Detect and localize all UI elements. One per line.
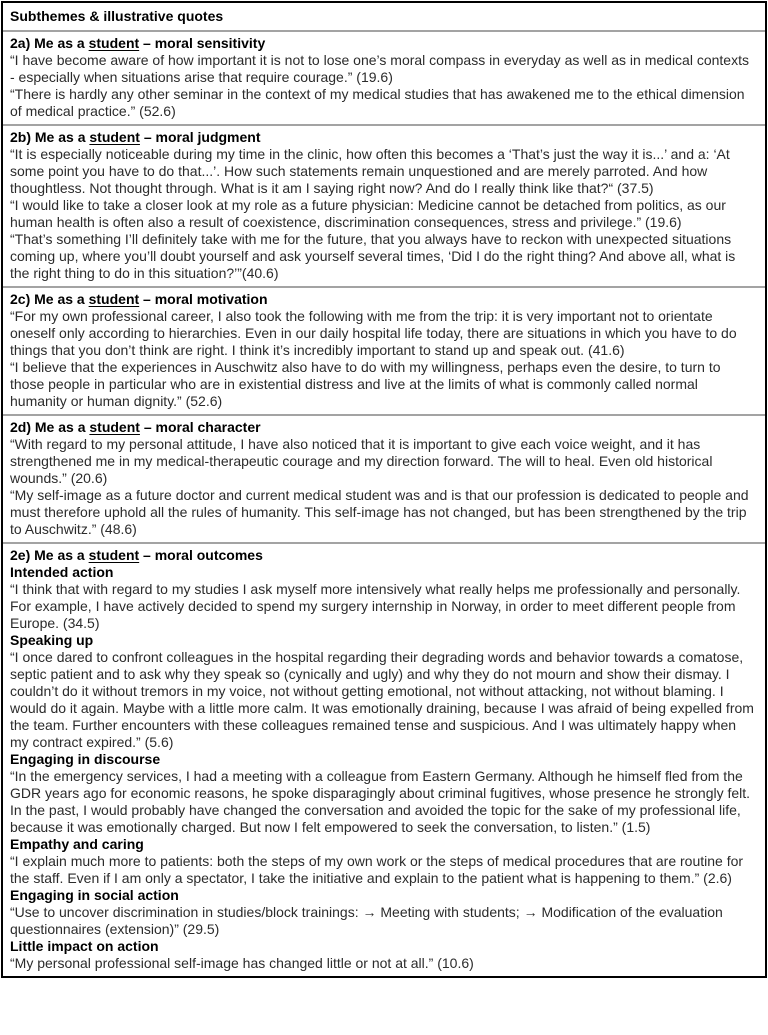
subtheme-header-suffix: – moral judgment xyxy=(139,129,261,145)
subtheme-header-underlined-word: student xyxy=(89,419,140,435)
outcome-subheading: Empathy and caring xyxy=(10,836,144,852)
subtheme-header-prefix: 2c) Me as a xyxy=(10,291,89,307)
table-title-row xyxy=(3,3,765,32)
quote-paragraph: “I once dared to confront colleagues in the hospital regarding their degrading words and behavior towards a comatose, septic patient and to ask why they speak so (cynically and ugly) and why they do not mourn and show their dismay. I couldn’t do it without tremors in my voice, not without getting emotional, not without attacking, not without blaming. I would do it again. Maybe with a little more calm. It was emotionally draining, because I was afraid of being expelled from the team. Further encounters with these colleagues remained tense and suspicious. And I was ultimately happy when my contract expired.” (5.6) xyxy=(10,649,754,750)
subtheme-header-underlined-word: student xyxy=(88,547,140,563)
quote-paragraph: “I think that with regard to my studies I ask myself more intensively what really helps me professionally and personally. For example, I have actively decided to spend my surgery internship in Norway, in order to meet different people from Europe. (34.5) xyxy=(10,581,741,631)
subtheme-header-prefix: 2b) Me as a xyxy=(10,129,90,145)
outcome-subheading: Speaking up xyxy=(10,632,94,648)
quote-paragraph: “I explain much more to patients: both the steps of my own work or the steps of medical procedures that are routine for the staff. Even if I am only a spectator, I take the initiative and explain to the patient what is happening to them.” (2.6) xyxy=(10,853,744,886)
subtheme-header-underlined-word: student xyxy=(89,129,140,145)
subtheme-header-underlined-word: student xyxy=(88,35,140,51)
table-title: Subthemes & illustrative quotes xyxy=(10,8,224,24)
outcome-subheading: Engaging in discourse xyxy=(10,751,161,767)
subtheme-header-underlined-word: student xyxy=(88,291,140,307)
subtheme-header-suffix: – moral sensitivity xyxy=(139,35,266,51)
quote-paragraph: “For my own professional career, I also took the following with me from the trip: it is very important not to orientate oneself only according to hierarchies. Even in our daily hospital life today, there are situations in which you have to do things that you don’t think are right. I think it’s incredibly important to stand up and speak out. (41.6) xyxy=(10,308,737,358)
subtheme-section xyxy=(3,542,765,976)
table-body xyxy=(3,32,765,976)
subtheme-section xyxy=(3,32,765,124)
quote-paragraph: “That’s something I’ll definitely take with me for the future, that you always have to reckon with unexpected situations coming up, where you’ll doubt yourself and ask yourself several times, ‘Did I do the right thing? And above all, what is the right thing to do in this situation?’”(40.6) xyxy=(10,231,736,281)
quote-paragraph: “I believe that the experiences in Auschwitz also have to do with my willingness, perhaps even the desire, to turn to those people in particular who are in existential distress and live at the limits of what is commonly called normal humanity or human dignity.” (52.6) xyxy=(10,359,721,409)
outcome-subheading: Engaging in social action xyxy=(10,887,179,903)
quote-paragraph: “My personal professional self-image has changed little or not at all.” (10.6) xyxy=(10,955,474,971)
subtheme-header xyxy=(10,418,757,436)
subtheme-header-prefix: 2d) Me as a xyxy=(10,419,90,435)
quote-paragraph: “It is especially noticeable during my time in the clinic, how often this becomes a ‘That’s just the way it is...’ and a: ‘At some point you have to do that...’. How such statements remain unquestioned and are merely parroted. And how thoughtless. Not thought through. What is it am I saying right now? And do I really think like that?“ (37.5) xyxy=(10,146,730,196)
subtheme-header-suffix: – moral outcomes xyxy=(139,547,263,563)
subtheme-section xyxy=(3,286,765,414)
subtheme-header xyxy=(10,546,757,564)
subtheme-section xyxy=(3,124,765,286)
subtheme-header-suffix: – moral motivation xyxy=(139,291,268,307)
outcome-subheading: Intended action xyxy=(10,564,114,580)
subtheme-header xyxy=(10,290,757,308)
subtheme-header-prefix: 2a) Me as a xyxy=(10,35,89,51)
quote-paragraph: “Use to uncover discrimination in studies/block trainings: → Meeting with students; → Modification of the evaluation questionnaires (extension)” (29.5) xyxy=(10,904,723,937)
quote-paragraph: “I have become aware of how important it is not to lose one’s moral compass in everyday as well as in medical contexts - especially when situations arise that require courage.” (19.6) xyxy=(10,52,749,85)
subtheme-section xyxy=(3,414,765,542)
quote-paragraph: “With regard to my personal attitude, I have also noticed that it is important to give each voice weight, and it has strengthened me in my medical-therapeutic courage and my direction forward. The will to heal. Even old historical wounds.” (20.6) xyxy=(10,436,713,486)
quote-paragraph: “There is hardly any other seminar in the context of my medical studies that has awakened me to the ethical dimension of medical practice.” (52.6) xyxy=(10,86,745,119)
subthemes-table xyxy=(1,1,767,978)
quote-paragraph: “I would like to take a closer look at my role as a future physician: Medicine cannot be detached from politics, as our human health is often also a result of coexistence, discrimination consequences, stress and privilege.” (19.6) xyxy=(10,197,726,230)
subtheme-header xyxy=(10,128,757,146)
outcome-subheading: Little impact on action xyxy=(10,938,159,954)
subtheme-header-suffix: – moral character xyxy=(139,419,261,435)
subtheme-header-prefix: 2e) Me as a xyxy=(10,547,89,563)
quote-paragraph: “In the emergency services, I had a meeting with a colleague from Eastern Germany. Although he himself fled from the GDR years ago for economic reasons, he spoke disparagingly about criminal fugitives, whose presence he strongly felt. In the past, I would probably have changed the conversation and avoided the topic for the sake of my professional life, because it was emotionally charged. But now I felt empowered to seek the conversation, to listen.” (1.5) xyxy=(10,768,751,835)
subtheme-header xyxy=(10,34,757,52)
quote-paragraph: “My self-image as a future doctor and current medical student was and is that our profession is dedicated to people and must therefore uphold all the rules of humanity. This self-image has not changed, but has been strengthened by the trip to Auschwitz.” (48.6) xyxy=(10,487,749,537)
